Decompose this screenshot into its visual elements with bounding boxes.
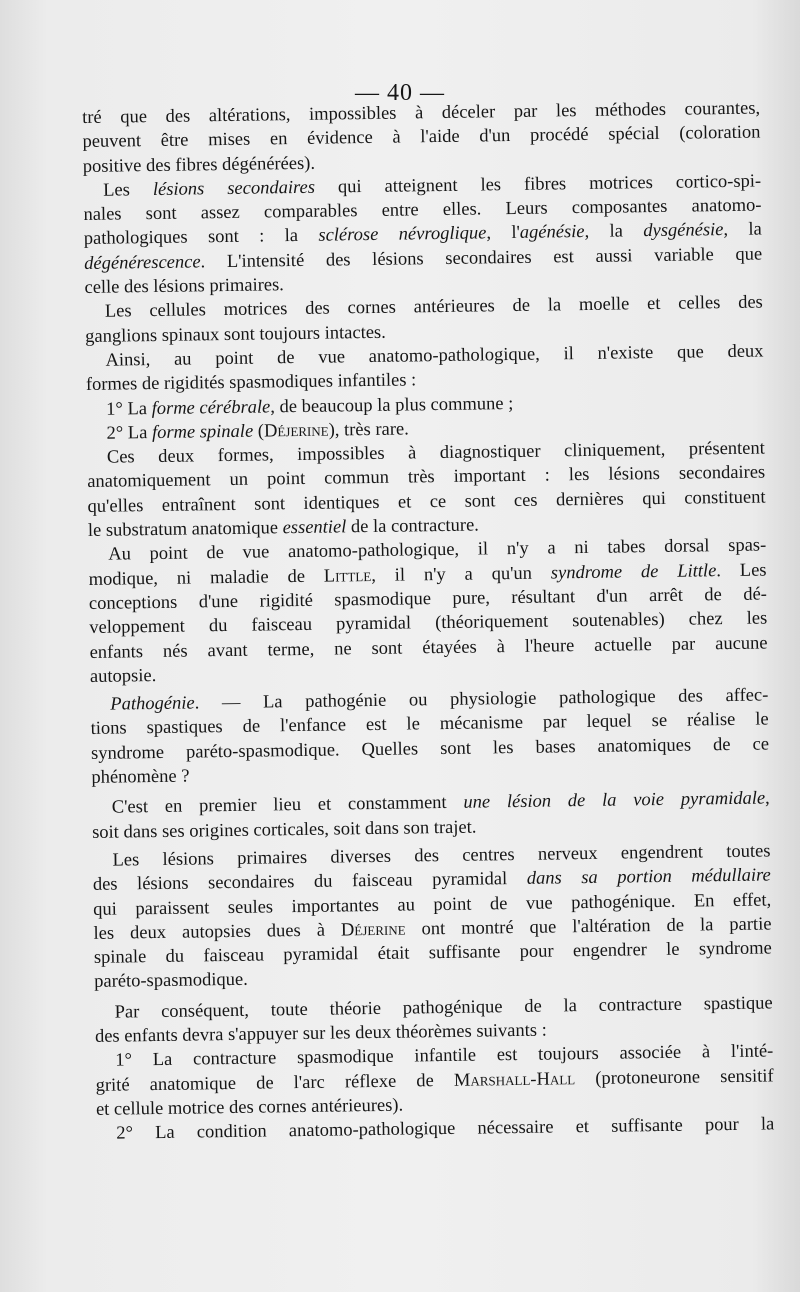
- body-text: [82, 97, 774, 1147]
- text-span: phénomène ?: [91, 766, 190, 788]
- text-span: C'est en premier lieu et constamment: [111, 793, 464, 818]
- text-span: les deux autopsies dues à: [93, 920, 342, 944]
- text-span: qui paraissent seules importantes au point de vue pathogénique. En effet,: [93, 889, 772, 920]
- italic-text: Pathogénie: [110, 693, 195, 715]
- text-span: ,: [764, 788, 770, 809]
- italic-text: lésions secondaires: [152, 177, 316, 200]
- italic-text: syndrome de Little: [550, 560, 717, 584]
- text-span: . Les: [716, 560, 767, 581]
- text-span: . L'intensité des lésions secondaires est aussi variable que: [200, 244, 763, 273]
- italic-text: essentiel: [282, 517, 347, 539]
- text-span: positive des fibres dégénérées).: [82, 153, 316, 177]
- text-span: , il n'y a qu'un: [371, 563, 551, 586]
- text-span: des lésions secondaires du faisceau pyramidal: [92, 869, 527, 896]
- text-span: Au point de vue anatomo-pathologique, il n'y a ni tabes dorsal spas-: [108, 535, 767, 566]
- small-caps-name: Little: [323, 565, 372, 587]
- text-span: des enfants devra s'appuyer sur les deux théorèmes suivants :: [94, 1020, 547, 1047]
- italic-text: dans sa portion médullaire: [526, 865, 771, 890]
- text-span: ganglions spinaux sont toujours intactes.: [85, 322, 386, 347]
- text-span: spinale du faisceau pyramidal était suffisante pour engendrer le syndrome: [93, 938, 772, 969]
- text-span: paréto-spasmodique.: [94, 970, 248, 993]
- text-span: nales sont assez comparables entre elles. Leurs composantes anatomo-: [83, 195, 762, 226]
- text-span: , de beaucoup la plus commune ;: [270, 393, 514, 417]
- text-span: soit dans ses origines corticales, soit dans son trajet.: [92, 817, 477, 843]
- text-span: Les cellules motrices des cornes antérieures de la moelle et celles des: [104, 292, 763, 323]
- text-span: (protoneurone sensitif: [574, 1066, 774, 1089]
- page-number: — 40 —: [355, 80, 445, 106]
- text-span: , la: [723, 220, 762, 241]
- text-span: syndrome paréto-spasmodique. Quelles sont les bases anatomiques de ce: [90, 734, 770, 764]
- italic-text: dysgénésie: [643, 220, 724, 242]
- text-span: , la: [584, 221, 644, 243]
- text-span: Les: [103, 179, 154, 201]
- text-span: 2° La condition anatomo-pathologique nécessaire et suffisante pour la: [116, 1114, 775, 1144]
- text-span: Par conséquent, toute théorie pathogénique de la contracture spastique: [114, 993, 773, 1023]
- text-span: Les lésions primaires diverses des centres nerveux engendrent toutes: [112, 841, 771, 871]
- small-caps-name: Déjerine: [340, 919, 406, 941]
- text-span: (: [253, 421, 265, 442]
- italic-text: forme spinale: [151, 421, 254, 443]
- text-span: tré que des altérations, impossibles à déceler par les méthodes courantes,: [82, 98, 761, 128]
- small-caps-name: Déjerine: [263, 420, 329, 442]
- text-span: Ces deux formes, impossibles à diagnostiquer cliniquement, présentent: [106, 438, 765, 468]
- text-span: conceptions d'une rigidité spasmodique pure, résultant d'un arrêt de dé-: [88, 584, 768, 614]
- text-span: grité anatomique de l'arc réflexe de: [95, 1070, 455, 1096]
- text-span: Ainsi, au point de vue anatomo-pathologique, il n'existe que deux: [105, 341, 764, 371]
- text-span: . — La pathogénie ou physiologie pathologique des affec-: [194, 685, 769, 714]
- text-span: veloppement du faisceau pyramidal (théoriquement soutenables) chez les: [89, 608, 768, 639]
- small-caps-name: Marshall-Hall: [453, 1068, 576, 1091]
- text-span: enfants nés avant terme, ne sont étayées à l'heure actuelle par aucune: [89, 633, 768, 663]
- text-span: anatomiquement un point commun très important : les lésions secondaires: [87, 462, 766, 493]
- text-span: tions spastiques de l'enfance est le mécanisme par lequel se réalise le: [90, 709, 769, 740]
- text-span: modique, ni maladie de: [88, 566, 324, 590]
- text-span: de la contracture.: [346, 515, 479, 538]
- text-span: ont montré que l'altération de la partie: [405, 914, 772, 940]
- text-span: le substratum anatomique: [87, 518, 283, 542]
- text-span: qui atteignent les fibres motrices cortico-spi-: [314, 171, 762, 198]
- text-span: 2° La: [106, 422, 153, 444]
- text-span: pathologiques sont : la: [83, 226, 319, 250]
- text-span: 1° La contracture spasmodique infantile est toujours associée à l'inté-: [115, 1041, 774, 1071]
- text-span: et cellule motrice des cornes antérieures).: [95, 1095, 404, 1120]
- text-span: qu'elles entraînent sont identiques et ce sont ces dernières qui constituent: [87, 487, 766, 517]
- italic-text: forme cérébrale: [151, 396, 271, 419]
- text-span: formes de rigidités spasmodiques infantiles :: [85, 370, 417, 396]
- text-span: celle des lésions primaires.: [84, 275, 284, 299]
- italic-text: sclérose névroglique: [318, 223, 487, 247]
- italic-text: agénésie: [519, 222, 585, 244]
- italic-text: une lésion de la voie pyramidale: [463, 788, 766, 814]
- text-span: autopsie.: [89, 665, 157, 687]
- text-span: ), très rare.: [328, 419, 409, 441]
- text-span: , l': [486, 223, 521, 244]
- text-span: peuvent être mises en évidence à l'aide d'un procédé spécial (coloration: [82, 122, 761, 153]
- text-span: 1° La: [106, 398, 152, 420]
- italic-text: dégénérescence: [84, 252, 201, 274]
